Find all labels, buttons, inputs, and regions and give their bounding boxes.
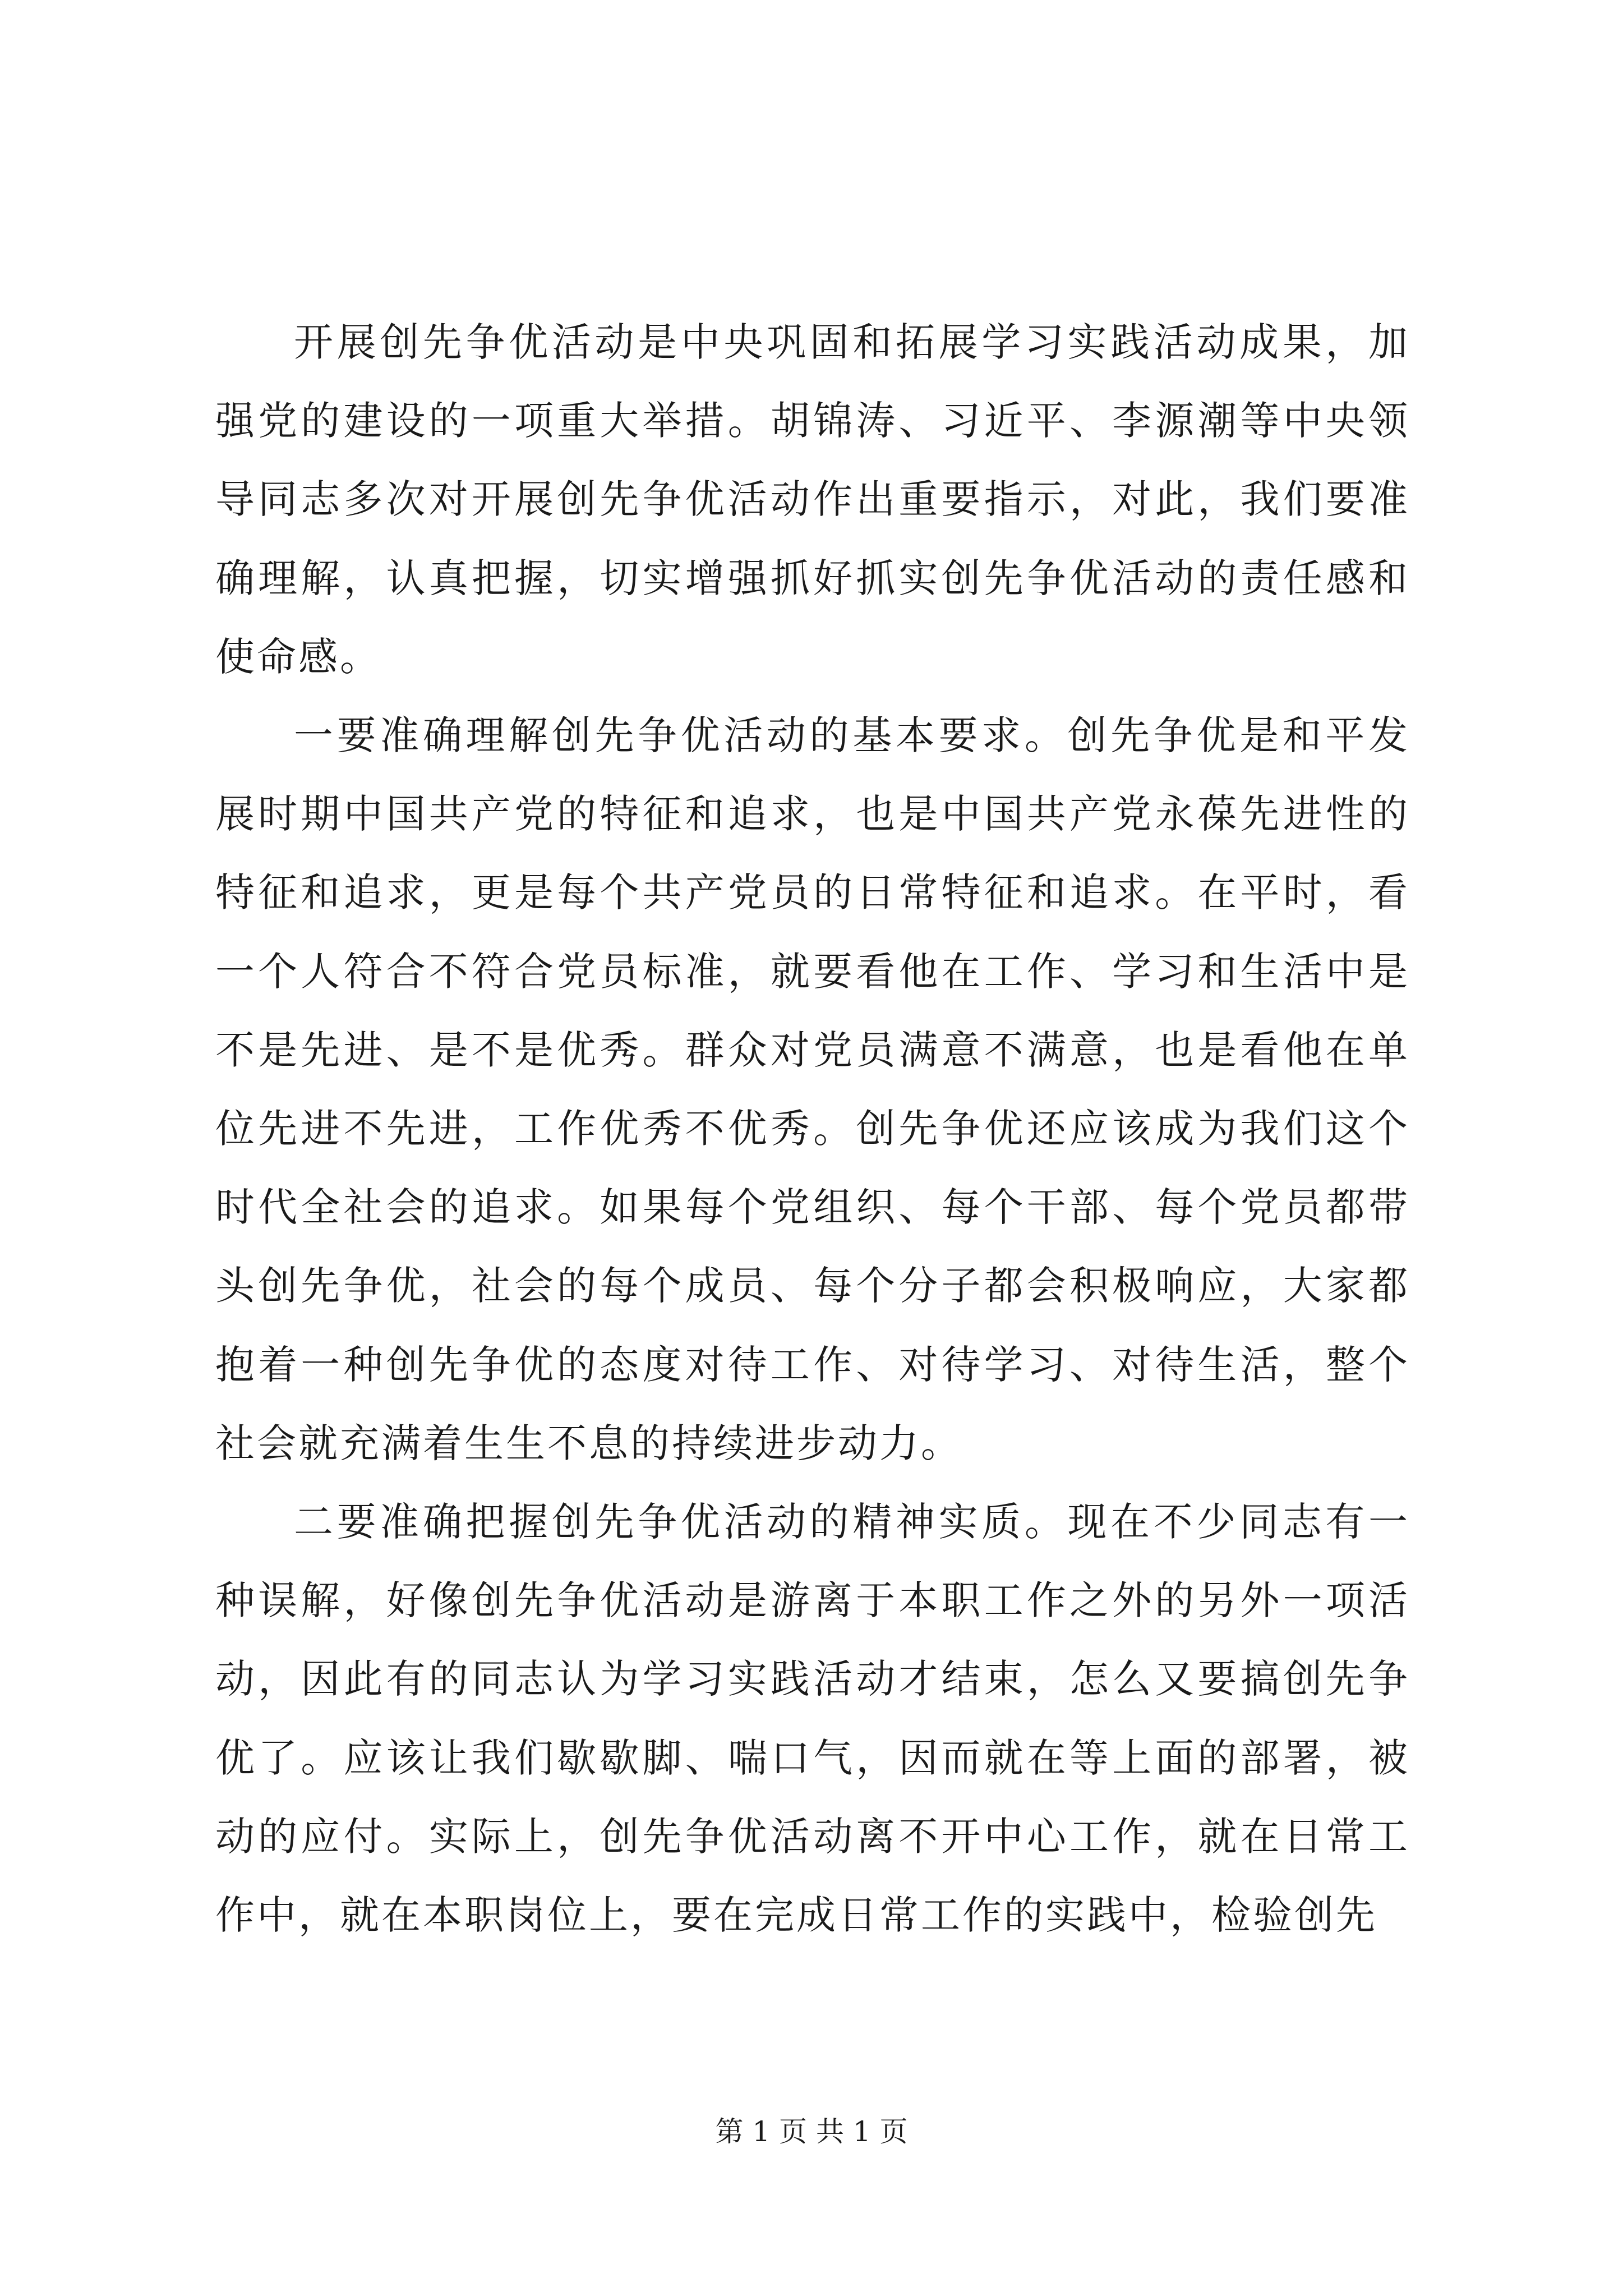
paragraph-intro: 开展创先争优活动是中央巩固和拓展学习实践活动成果，加强党的建设的一项重大举措。胡锦涛、习近平、李源潮等中央领导同志多次对开展创先争优活动作出重要指示，对此，我们要准确理解，认真把握，切实增强抓好抓实创先争优活动的责任感和使命感。 xyxy=(215,319,1410,680)
page-number-footer: 第 1 页 共 1 页 xyxy=(715,2115,908,2148)
paragraph-first-requirement: 一要准确理解创先争优活动的基本要求。创先争优是和平发展时期中国共产党的特征和追求，也是中国共产党永葆先进性的特征和追求，更是每个共产党员的日常特征和追求。在平时，看一个人符合不符合党员标准，就要看他在工作、学习和生活中是不是先进、是不是优秀。群众对党员满意不满意，也是看他在单位先进不先进，工作优秀不优秀。创先争优还应该成为我们这个时代全社会的追求。如果每个党组织、每个干部、每个党员都带头创先争优，社会的每个成员、每个分子都会积极响应，大家都抱着一种创先争优的态度对待工作、对待学习、对待生活，整个社会就充满着生生不息的持续进步动力。 xyxy=(215,712,1410,1466)
document-body xyxy=(215,303,1410,1954)
paragraph-second-requirement: 二要准确把握创先争优活动的精神实质。现在不少同志有一种误解，好像创先争优活动是游离于本职工作之外的另外一项活动，因此有的同志认为学习实践活动才结束，怎么又要搞创先争优了。应该让我们歇歇脚、喘口气，因而就在等上面的部署，被动的应付。实际上，创先争优活动离不开中心工作，就在日常工作中，就在本职岗位上，要在完成日常工作的实践中，检验创先 xyxy=(215,1499,1410,1939)
